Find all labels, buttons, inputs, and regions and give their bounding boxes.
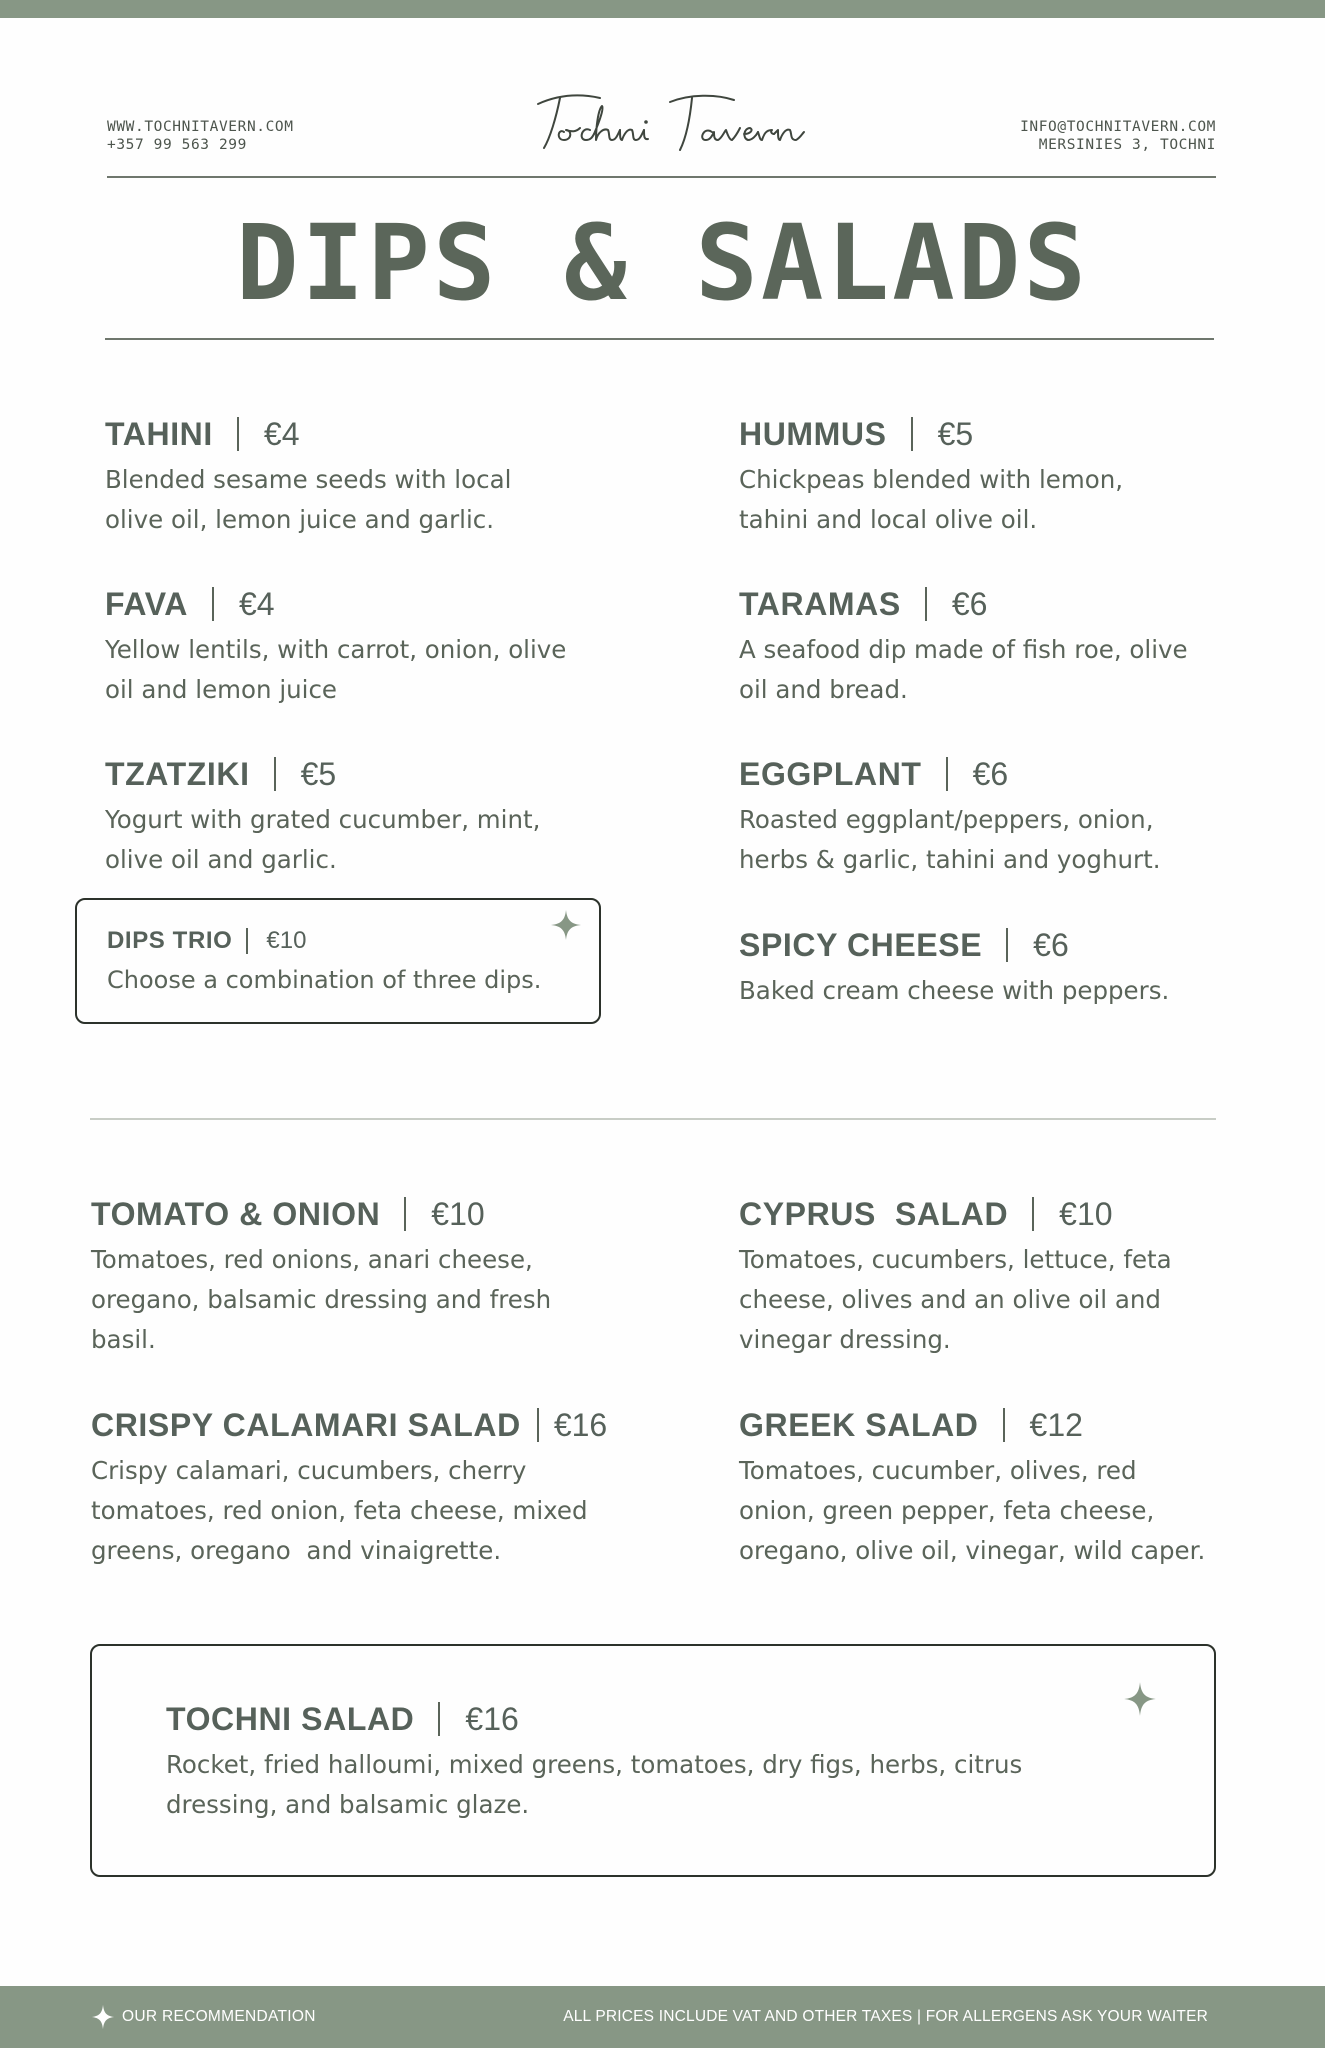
item-description: Tomatoes, cucumbers, lettuce, feta [739, 1245, 1172, 1274]
menu-item-spicy-cheese [739, 925, 1169, 1011]
item-name: TOMATO & ONION [91, 1196, 381, 1232]
item-description: Rocket, fried halloumi, mixed greens, tomatoes, dry figs, herbs, citrus [166, 1750, 1023, 1779]
item-name: EGGPLANT [739, 756, 922, 792]
price-separator [237, 417, 239, 451]
item-name: FAVA [105, 586, 188, 622]
menu-item-tahini [105, 414, 511, 540]
price-separator [1003, 1408, 1005, 1442]
price-separator [1006, 928, 1008, 962]
item-description: Roasted eggplant/peppers, onion, [739, 805, 1154, 834]
item-description: oregano, olive oil, vinegar, wild caper. [739, 1536, 1206, 1565]
menu-item-eggplant [739, 754, 1161, 880]
menu-item-taramas [739, 584, 1188, 710]
item-description: olive oil, lemon juice and garlic. [105, 505, 495, 534]
menu-item-cyprus-salad [739, 1194, 1172, 1360]
item-description: Chickpeas blended with lemon, [739, 465, 1124, 494]
top-accent-bar [0, 0, 1325, 18]
item-description: Blended sesame seeds with local [105, 465, 512, 494]
item-description: dressing, and balsamic glaze. [166, 1790, 530, 1819]
sparkle-icon [1122, 1680, 1158, 1718]
item-description: Yogurt with grated cucumber, mint, [105, 805, 541, 834]
item-price: €5 [937, 416, 974, 452]
item-price: €6 [951, 586, 988, 622]
price-separator [404, 1197, 406, 1231]
price-separator [246, 928, 248, 954]
item-description: Tomatoes, cucumber, olives, red [739, 1456, 1137, 1485]
page-title: DIPS & SALADS [236, 202, 1089, 324]
item-price: €16 [465, 1701, 519, 1737]
item-description: herbs & garlic, tahini and yoghurt. [739, 845, 1161, 874]
title-divider [105, 338, 1214, 340]
price-separator [274, 757, 276, 791]
item-description: vinegar dressing. [739, 1325, 951, 1354]
footer-note: ALL PRICES INCLUDE VAT AND OTHER TAXES | FOR ALLERGENS ASK YOUR WAITER [563, 2008, 1208, 2025]
item-description: tahini and local olive oil. [739, 505, 1038, 534]
menu-item-fava [105, 584, 566, 710]
item-price: €6 [972, 756, 1009, 792]
price-separator [1032, 1197, 1034, 1231]
header-divider [107, 176, 1216, 178]
contact-right [1020, 118, 1216, 154]
item-description: onion, green pepper, feta cheese, [739, 1496, 1155, 1525]
sparkle-icon [90, 2003, 116, 2031]
menu-item-hummus [739, 414, 1123, 540]
item-description: Tomatoes, red onions, anari cheese, [91, 1245, 533, 1274]
item-description: Crispy calamari, cucumbers, cherry [91, 1456, 527, 1485]
item-name: SPICY CHEESE [739, 927, 983, 963]
address: MERSINIES 3, TOCHNI [1038, 137, 1216, 153]
item-price: €4 [239, 586, 275, 622]
item-name: CRISPY CALAMARI SALAD [91, 1407, 521, 1443]
item-price: €16 [553, 1407, 608, 1443]
email-link[interactable]: INFO@TOCHNITAVERN.COM [1020, 119, 1216, 135]
item-description: Choose a combination of three dips. [107, 966, 542, 994]
menu-item-tochni-salad [166, 1699, 1022, 1825]
item-description: oil and lemon juice [105, 675, 338, 704]
item-description: A seafood dip made of fish roe, olive [739, 635, 1188, 664]
menu-item-crispy-calamari-salad [91, 1405, 607, 1571]
item-description: tomatoes, red onion, feta cheese, mixed [91, 1496, 588, 1525]
item-name: HUMMUS [739, 416, 887, 452]
section-divider [90, 1118, 1216, 1120]
menu-item-tzatziki [105, 754, 540, 880]
item-price: €5 [300, 756, 337, 792]
menu-item-dips-trio [107, 926, 541, 1000]
item-name: TAHINI [105, 416, 213, 452]
price-separator [212, 587, 214, 621]
price-separator [946, 757, 948, 791]
item-price: €10 [1059, 1196, 1113, 1232]
item-description: Yellow lentils, with carrot, onion, olive [105, 635, 567, 664]
item-name: CYPRUS SALAD [739, 1196, 1009, 1232]
item-name: DIPS TRIO [107, 927, 233, 954]
price-separator [911, 417, 913, 451]
contact-left [107, 118, 294, 154]
item-price: €6 [1033, 927, 1069, 963]
menu-item-greek-salad [739, 1405, 1205, 1571]
brand-logo [520, 76, 810, 166]
item-description: oil and bread. [739, 675, 908, 704]
item-price: €4 [263, 416, 300, 452]
item-description: Baked cream cheese with peppers. [739, 976, 1170, 1005]
item-price: €10 [431, 1196, 485, 1232]
price-separator [537, 1408, 539, 1442]
sparkle-icon [549, 908, 583, 942]
item-name: TZATZIKI [105, 756, 250, 792]
price-separator [925, 587, 927, 621]
item-description: oregano, balsamic dressing and fresh [91, 1285, 552, 1314]
recommendation-legend: OUR RECOMMENDATION [122, 2008, 316, 2025]
item-name: TARAMAS [739, 586, 901, 622]
item-description: basil. [91, 1325, 156, 1354]
footer-bar [0, 1986, 1325, 2048]
website-link[interactable]: WWW.TOCHNITAVERN.COM [107, 119, 294, 135]
item-description: greens, oregano and vinaigrette. [91, 1536, 502, 1565]
menu-item-tomato-onion [91, 1194, 551, 1360]
price-separator [438, 1702, 440, 1736]
item-price: €12 [1029, 1407, 1083, 1443]
item-description: cheese, olives and an olive oil and [739, 1285, 1161, 1314]
item-name: GREEK SALAD [739, 1407, 979, 1443]
item-name: TOCHNI SALAD [166, 1701, 415, 1737]
phone-number[interactable]: +357 99 563 299 [107, 137, 247, 153]
item-price: €10 [266, 927, 307, 954]
item-description: olive oil and garlic. [105, 845, 337, 874]
